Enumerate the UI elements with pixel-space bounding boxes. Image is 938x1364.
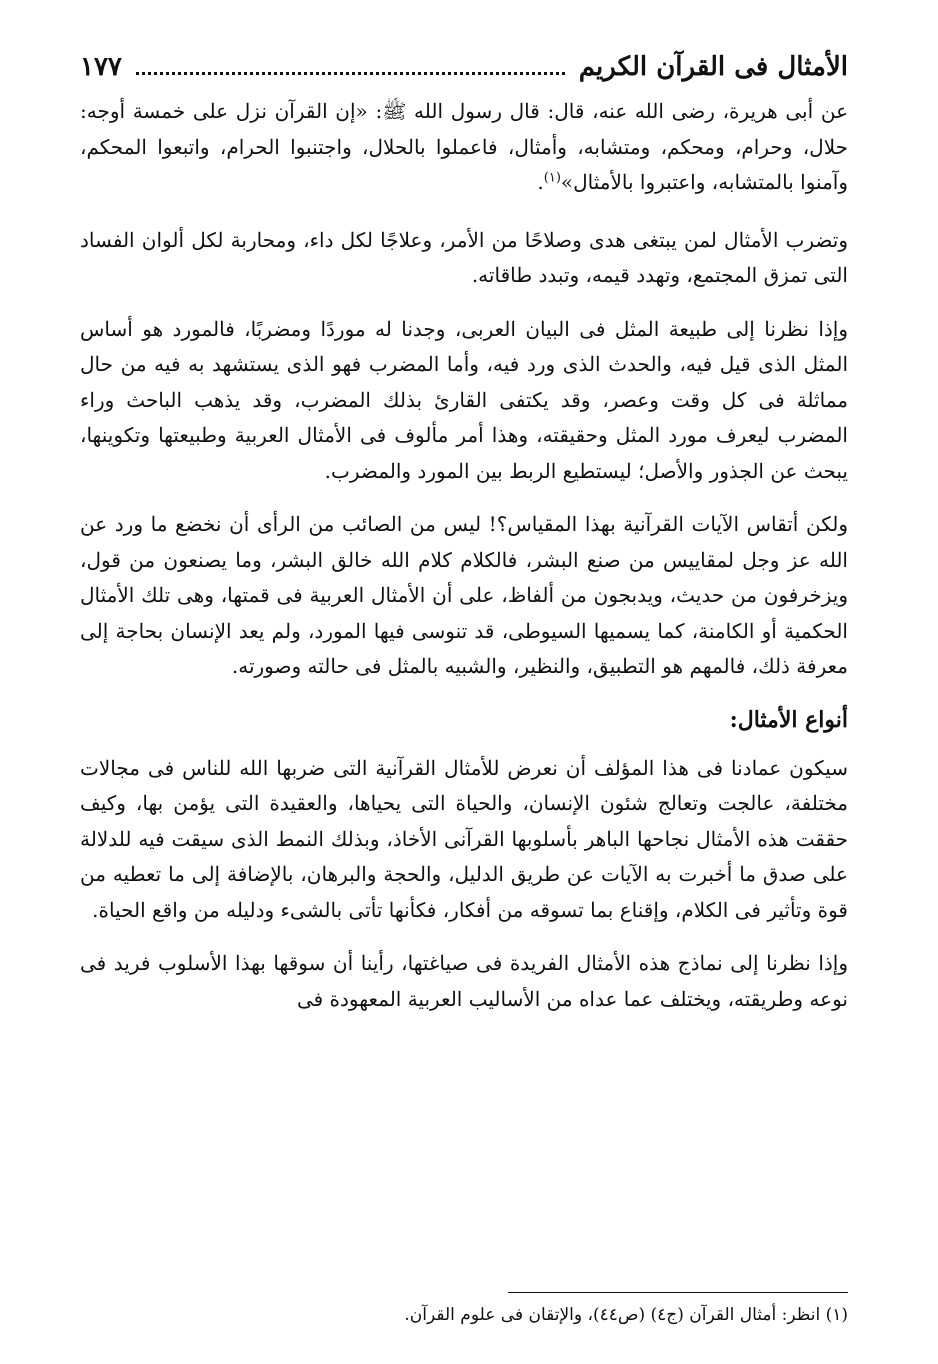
paragraph-nature: وإذا نظرنا إلى طبيعة المثل فى البيان العربى، وجدنا له موردًا ومضربًا، فالمورد هو أساس المثل الذى قيل فيه، والحدث الذى ورد فيه، وأما المضرب فهو الذى يستشهد به فيه من حال مماثلة فى كل وقت وعصر، وقد يكتفى القارئ بذلك المضرب، وقد يذهب الباحث وراء المضرب ليعرف مورد المثل وحقيقته، وهذا أمر مألوف فى الأمثال العربية وطبيعتها وتكوينها، يبحث عن الجذور والأصل؛ ليستطيع الربط بين المورد والمضرب. xyxy=(80,316,848,483)
footnote-divider xyxy=(508,1292,848,1293)
hadith-paragraph xyxy=(80,94,848,201)
footnote-reference: (١) xyxy=(543,170,561,186)
running-header xyxy=(80,40,848,94)
paragraph-measure: ولكن أتقاس الآيات القرآنية بهذا المقياس؟! ليس من الصائب من الرأى أن نخضع ما ورد عن الله عز وجل لمقاييس من صنع البشر، فالكلام كلام الله خالق البشر، وما يصنعون من قول، ويزخرفون من حديث، ويدبجون من ألفاظ، على أن الأمثال العربية فى قمتها، وهى تلك الأمثال الحكمية أو الكامنة، كما يسميها السيوطى، قد تنوسى فيها المورد، ولم يعد الإنسان بحاجة إلى معرفة ذلك، فالمهم هو التطبيق، والنظير، والشبيه بالمثل فى حالته وصورته. xyxy=(80,512,848,678)
hadith-end: . xyxy=(537,170,544,194)
paragraph-purpose: وتضرب الأمثال لمن يبتغى هدى وصلاحًا من الأمر، وعلاجًا لكل داء، ومحاربة لكل ألوان الفساد التى تمزق المجتمع، وتهدد قيمه، وتبدد طاقاته. xyxy=(80,227,848,287)
section-heading: أنواع الأمثال: xyxy=(729,706,848,733)
book-page xyxy=(80,40,848,1340)
paragraph-models: وإذا نظرنا إلى نماذج هذه الأمثال الفريدة فى صياغتها، رأينا أن سوقها بهذا الأسلوب فريد فى نوعه وطريقته، ويختلف عما عداه من الأساليب العربية المعهودة فى xyxy=(80,951,848,1011)
header-dot-leader xyxy=(136,72,565,75)
page-number: ١٧٧ xyxy=(80,52,122,82)
footnote: (١) انظر: أمثال القرآن (ج٤) (ص٤٤)، والإتقان فى علوم القرآن. xyxy=(404,1305,848,1325)
hadith-text: عن أبى هريرة، رضى الله عنه، قال: قال رسول الله ﷺ: «إن القرآن نزل على خمسة أوجه: حلال، وحرام، ومحكم، ومتشابه، وأمثال، فاعملوا بالحلال، واجتنبوا الحرام، واتبعوا المحكم، وآمنوا بالمتشابه، واعتبروا بالأمثال» xyxy=(80,99,848,194)
paragraph-types: سيكون عمادنا فى هذا المؤلف أن نعرض للأمثال القرآنية التى ضربها الله للناس فى مجالات مختلفة، عالجت وتعالج شئون الإنسان، والحياة التى يحياها، والعقيدة التى يؤمن بها، وكيف حققت هذه الأمثال نجاحها الباهر بأسلوبها القرآنى الأخاذ، وبذلك النمط الذى سيقت فيه للدلالة على صدق ما أخبرت به الآيات عن طريق الدليل، والحجة والبرهان، بالإضافة إلى ما تعطيه من قوة وتأثير فى الكلام، وإقناع بما تسوقه من أفكار، فكأنها تأتى بالشىء ودليله من واقع الحياة. xyxy=(80,755,848,922)
body-text xyxy=(80,94,848,1017)
book-title: الأمثال فى القرآن الكريم xyxy=(578,52,848,82)
